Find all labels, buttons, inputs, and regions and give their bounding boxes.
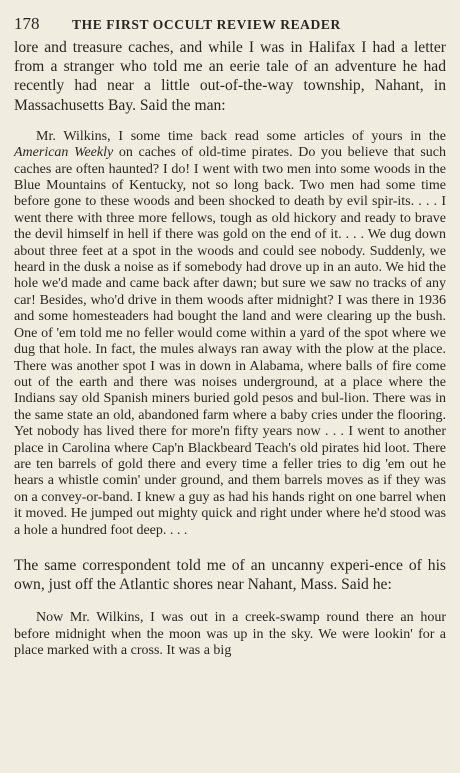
paragraph-gap bbox=[14, 539, 446, 556]
running-title: THE FIRST OCCULT REVIEW READER bbox=[72, 17, 341, 32]
intro-paragraph: lore and treasure caches, and while I was in Halifax I had a letter from a stranger who told me an eerie tale of an adventure he had recently had near a little out-of-the-way township, Nahant, in Massachusetts Bay. Said the man: bbox=[14, 39, 446, 114]
paragraph-gap bbox=[14, 115, 446, 129]
quote-text-body: on caches of old-time pirates. Do you believe that such caches are often haunted? I do! I went with two men into some woods in the Blue Mountains of Kentucky, not so long back. Two men had some time before gone to these woods and been shocked to death by evil spir-its. . . . I went there with three more fellows, tough as old hickory and ready to brave the devil himself in hell if there was gold on the end of it. . . . We dug down about three feet at a spot in the woods and could see nobody. Suddenly, we heard in the dusk a noise as if somebody had drove up in an auto. We hid the hole we'd made and came back after dawn; but sure we saw no tracks of any car! Besides, who'd drive in them woods after midnight? I was there in 1936 and some homesteaders had bought the land and were clearing up the bush. One of 'em told me no feller would come within a yard of the spot where we dug that hole. In fact, the mules always ran away with the plow at the place. There was another spot I was in down in Alabama, where balls of fire come out of the earth and there was noises underground, at a place where the Indians say old Spanish miners buried gold pesos and bul-lion. There was in the same state an old, abandoned farm where a baby cries under the flooring. Yet nobody has lived there for more'n fifty years now . . . I went to another place in Carolina where Cap'n Blackbeard Teach's old pirates hid loot. There are ten barrels of gold there and every time a feller tries to dig 'em out he hears a whistle comin' under ground, and them barrels moves as if they was on a convey-or-band. I knew a guy as had his hands right on one barrel when it moved. He jumped out mighty quick and right under where he'd stood was a hole a hundred foot deep. . . . bbox=[14, 145, 447, 538]
correspondent-paragraph: The same correspondent told me of an uncanny experi-ence of his own, just off the Atlantic shores near Nahant, Mass. Said he: bbox=[14, 556, 446, 594]
page-number: 178 bbox=[14, 14, 40, 33]
second-quote-paragraph: Now Mr. Wilkins, I was out in a creek-swamp round there an hour before midnight when the moon was up in the sky. We were lookin' for a place marked with a cross. It was a big bbox=[14, 610, 446, 659]
letter-quote-paragraph bbox=[14, 129, 446, 539]
publication-title: American Weekly bbox=[14, 145, 114, 161]
paragraph-gap bbox=[14, 594, 446, 610]
quote-text-start: Mr. Wilkins, I some time back read some articles of yours in the bbox=[36, 128, 446, 144]
page-header bbox=[14, 14, 446, 36]
